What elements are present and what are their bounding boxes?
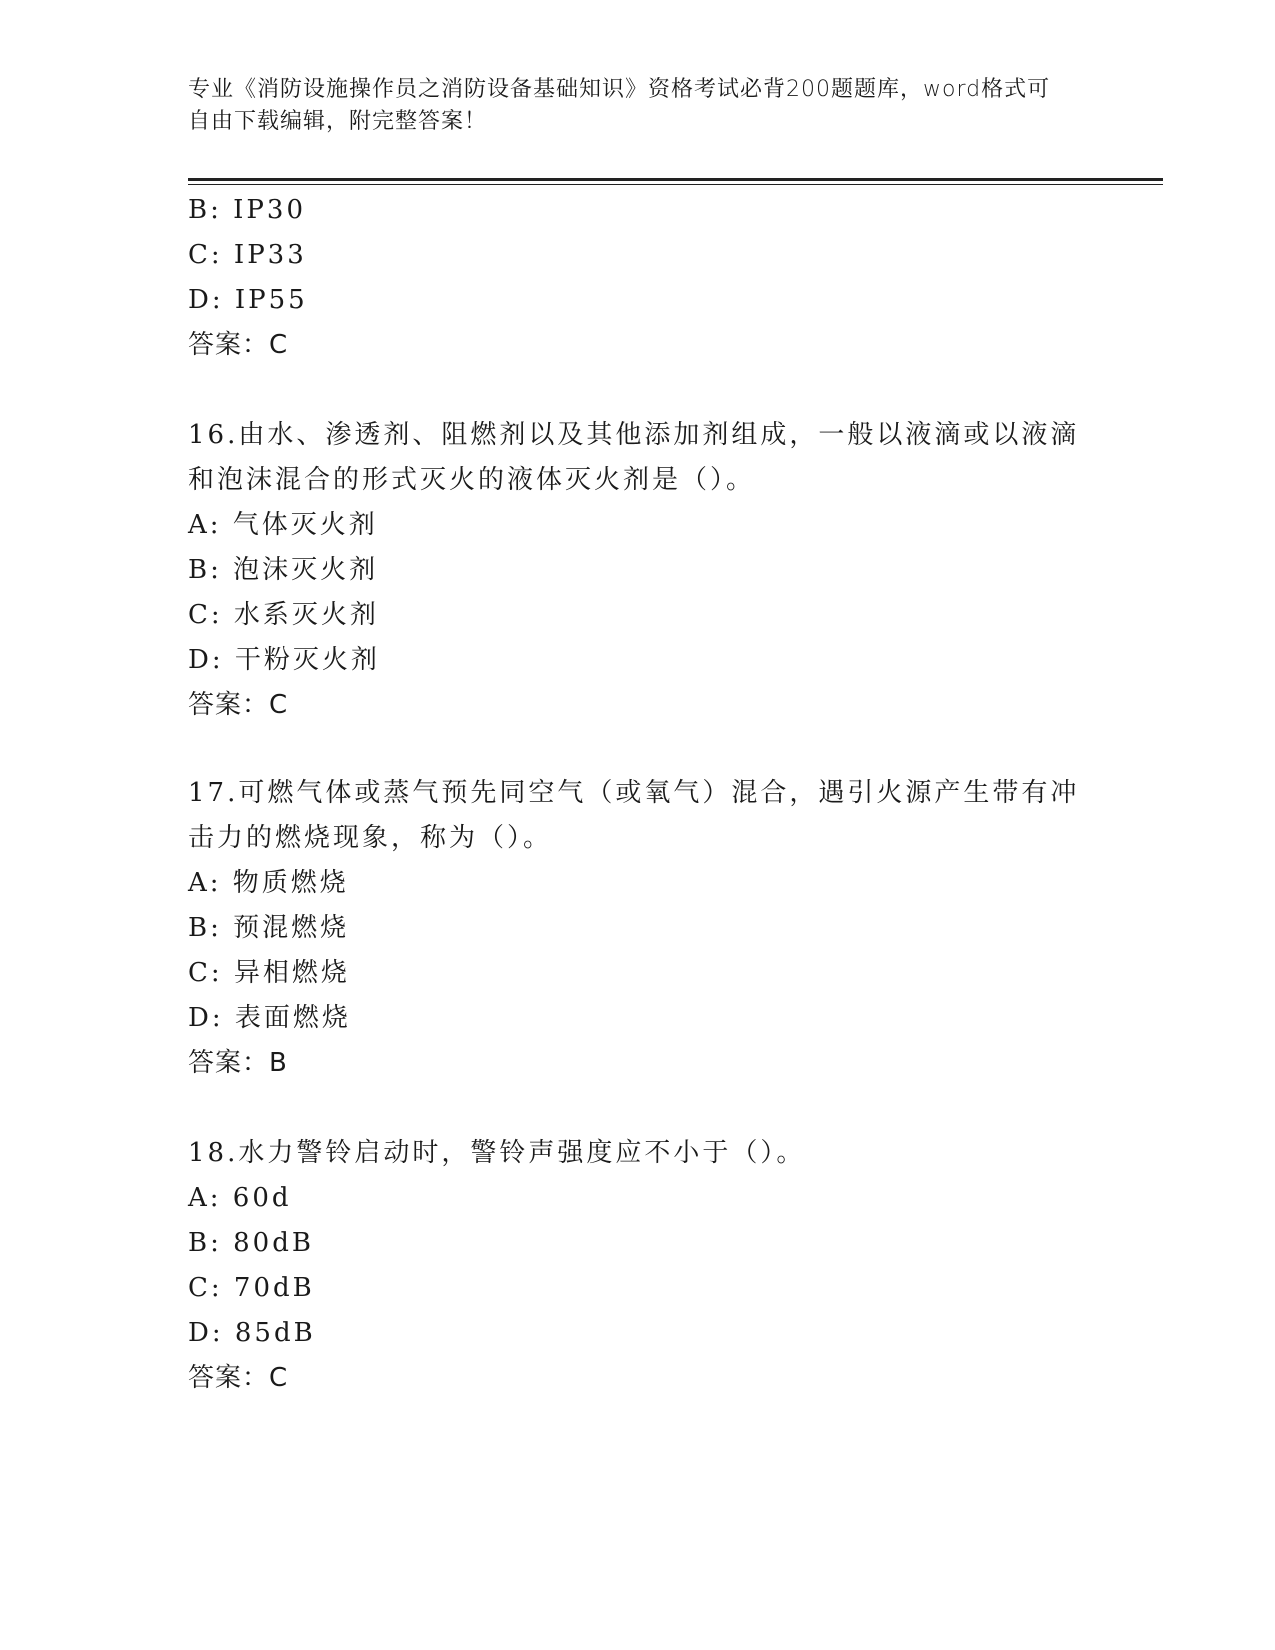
q18-answer: 答案：C: [188, 1363, 289, 1393]
q17-stem-line2: 击力的燃烧现象，称为（）。: [188, 823, 553, 853]
q16-option-a: A: 气体灭火剂: [188, 510, 378, 540]
q18-stem: 18.水力警铃启动时，警铃声强度应不小于（）。: [188, 1138, 806, 1168]
q17-option-a: A: 物质燃烧: [188, 868, 349, 898]
q15-answer: 答案：C: [188, 330, 289, 360]
q17-option-c: C: 异相燃烧: [188, 958, 350, 988]
q15-option-b: B: IP30: [188, 195, 306, 225]
q18-option-d: D: 85dB: [188, 1318, 316, 1348]
header-rule-thick: [188, 178, 1163, 181]
q16-stem-line2: 和泡沫混合的形式灭火的液体灭火剂是（）。: [188, 465, 756, 495]
q16-answer: 答案：C: [188, 690, 289, 720]
q16-option-b: B: 泡沫灭火剂: [188, 555, 379, 585]
q15-option-c: C: IP33: [188, 240, 307, 270]
document-header: 专业《消防设施操作员之消防设备基础知识》资格考试必背200题题库，word格式可自由下载编辑，附完整答案！: [188, 77, 1051, 134]
header-rule-thin: [188, 184, 1163, 185]
q18-option-a: A: 60d: [188, 1183, 292, 1213]
q17-option-b: B: 预混燃烧: [188, 913, 350, 943]
q18-option-c: C: 70dB: [188, 1273, 315, 1303]
q16-option-c: C: 水系灭火剂: [188, 600, 379, 630]
q16-option-d: D: 干粉灭火剂: [188, 645, 380, 675]
q17-option-d: D: 表面燃烧: [188, 1003, 351, 1033]
q17-answer: 答案：B: [188, 1048, 288, 1078]
q15-option-d: D: IP55: [188, 285, 308, 315]
q16-stem-line1: 16.由水、渗透剂、阻燃剂以及其他添加剂组成，一般以液滴或以液滴: [188, 420, 1080, 450]
q18-option-b: B: 80dB: [188, 1228, 314, 1258]
q17-stem-line1: 17.可燃气体或蒸气预先同空气（或氧气）混合，遇引火源产生带有冲: [188, 778, 1080, 808]
